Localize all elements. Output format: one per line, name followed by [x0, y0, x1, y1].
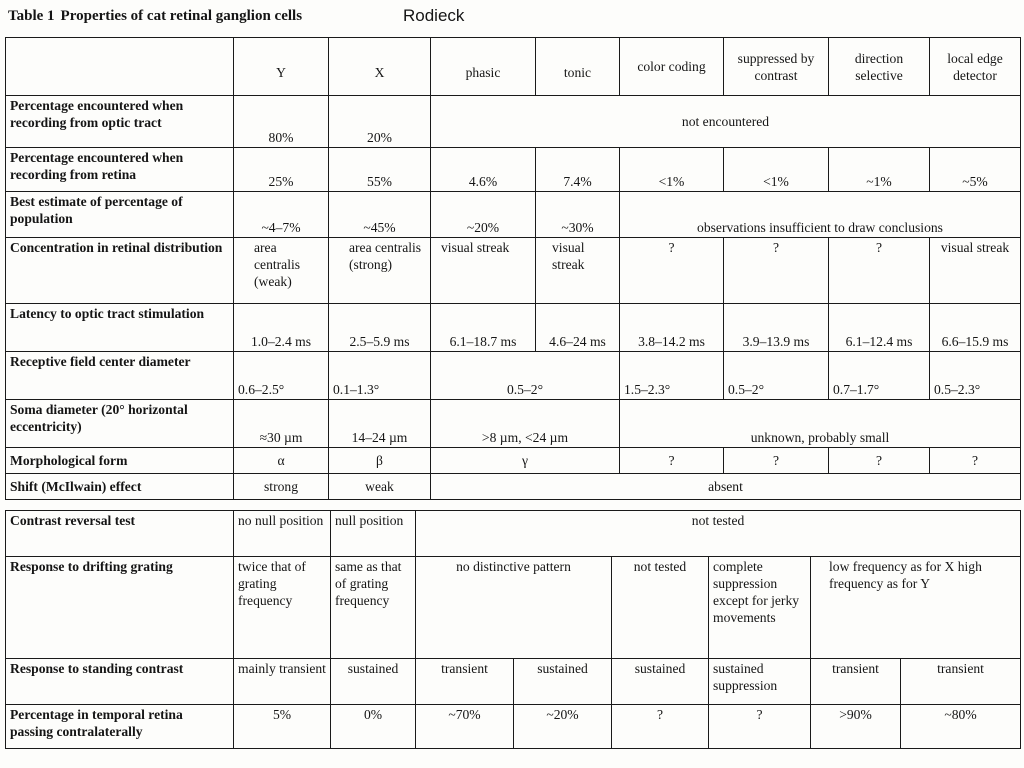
table-cell: >8 µm, <24 µm: [431, 400, 620, 448]
table-cell: 0.1–1.3°: [329, 352, 431, 400]
column-header: phasic: [431, 38, 536, 96]
row-label: Latency to optic tract stimulation: [6, 304, 234, 352]
table-caption: [8, 8, 302, 25]
column-header: color coding: [620, 38, 724, 96]
table-cell: ?: [724, 448, 829, 474]
table-cell: low frequency as for X high frequency as for Y: [811, 557, 1021, 659]
table-cell: mainly transient: [234, 659, 331, 705]
table-cell: 0.5–2°: [724, 352, 829, 400]
table-cell: complete suppression except for jerky movements: [709, 557, 811, 659]
column-header: direction selective: [829, 38, 930, 96]
table-cell: visual streak: [930, 238, 1021, 304]
table-cell: 80%: [234, 96, 329, 148]
table-row: [6, 192, 1021, 238]
column-header: tonic: [536, 38, 620, 96]
table-cell: <1%: [620, 148, 724, 192]
table-cell: 2.5–5.9 ms: [329, 304, 431, 352]
table-cell: ?: [620, 448, 724, 474]
table-row: [6, 474, 1021, 500]
table-cell: ?: [829, 448, 930, 474]
table-cell: 0.7–1.7°: [829, 352, 930, 400]
table-cell: weak: [329, 474, 431, 500]
table-cell: absent: [431, 474, 1021, 500]
table-cell: ?: [709, 705, 811, 749]
column-header: X: [329, 38, 431, 96]
table-cell: ~4–7%: [234, 192, 329, 238]
table-cell: not encountered: [431, 96, 1021, 148]
table-cell: ~30%: [536, 192, 620, 238]
row-label: Best estimate of percentage of population: [6, 192, 234, 238]
table-cell: ~20%: [514, 705, 612, 749]
table-cell: sustained: [514, 659, 612, 705]
column-header: local edge detector: [930, 38, 1021, 96]
table-cell: ~45%: [329, 192, 431, 238]
table-cell: transient: [811, 659, 901, 705]
table-cell: not tested: [612, 557, 709, 659]
table-cell: 1.5–2.3°: [620, 352, 724, 400]
table-cell: ~5%: [930, 148, 1021, 192]
table-row: [6, 659, 1021, 705]
table-cell: visual streak: [536, 238, 620, 304]
table-cell: 0.5–2.3°: [930, 352, 1021, 400]
table-cell: 1.0–2.4 ms: [234, 304, 329, 352]
column-header: suppressed by contrast: [724, 38, 829, 96]
table-number: Table 1: [8, 8, 55, 24]
column-header-row: [6, 38, 1021, 96]
table-cell: sustained: [612, 659, 709, 705]
table-row: [6, 238, 1021, 304]
row-label: Percentage encountered when recording from optic tract: [6, 96, 234, 148]
row-label: Contrast reversal test: [6, 511, 234, 557]
table-cell: ~80%: [901, 705, 1021, 749]
table-cell: null position: [331, 511, 416, 557]
table-row: [6, 557, 1021, 659]
table-cell: ?: [612, 705, 709, 749]
table-cell: observations insufficient to draw conclusions: [620, 192, 1021, 238]
table-cell: ?: [930, 448, 1021, 474]
table-cell: 25%: [234, 148, 329, 192]
table-cell: 0%: [331, 705, 416, 749]
table-row: [6, 705, 1021, 749]
table-row: [6, 400, 1021, 448]
table-cell: ?: [724, 238, 829, 304]
table-cell: α: [234, 448, 329, 474]
table-row: [6, 148, 1021, 192]
row-label: Receptive field center diameter: [6, 352, 234, 400]
table-cell: γ: [431, 448, 620, 474]
table-cell: no null position: [234, 511, 331, 557]
table-cell: 6.1–18.7 ms: [431, 304, 536, 352]
table-cell: <1%: [724, 148, 829, 192]
row-label: Percentage in temporal retina passing contralaterally: [6, 705, 234, 749]
table-cell: 3.8–14.2 ms: [620, 304, 724, 352]
row-label: Soma diameter (20° horizontal eccentricity): [6, 400, 234, 448]
table-row: [6, 511, 1021, 557]
table-cell: ?: [620, 238, 724, 304]
table-cell: same as that of grating frequency: [331, 557, 416, 659]
table-cell: twice that of grating frequency: [234, 557, 331, 659]
table-cell: β: [329, 448, 431, 474]
table-cell: 6.6–15.9 ms: [930, 304, 1021, 352]
row-label: Concentration in retinal distribution: [6, 238, 234, 304]
table-cell: transient: [901, 659, 1021, 705]
table-cell: 0.6–2.5°: [234, 352, 329, 400]
table-cell: 55%: [329, 148, 431, 192]
corner-cell: [6, 38, 234, 96]
table-cell: 0.5–2°: [431, 352, 620, 400]
table-cell: ≈30 µm: [234, 400, 329, 448]
table-cell: 4.6–24 ms: [536, 304, 620, 352]
table-cell: no distinctive pattern: [416, 557, 612, 659]
response-table: [5, 510, 1021, 749]
table-row: [6, 304, 1021, 352]
table-cell: 6.1–12.4 ms: [829, 304, 930, 352]
table-cell: transient: [416, 659, 514, 705]
table-cell: 4.6%: [431, 148, 536, 192]
table-cell: 5%: [234, 705, 331, 749]
table-cell: ~20%: [431, 192, 536, 238]
row-label: Response to drifting grating: [6, 557, 234, 659]
table-cell: 3.9–13.9 ms: [724, 304, 829, 352]
row-label: Morphological form: [6, 448, 234, 474]
table-cell: visual streak: [431, 238, 536, 304]
table-title: Properties of cat retinal ganglion cells: [60, 8, 303, 24]
table-cell: 14–24 µm: [329, 400, 431, 448]
table-row: [6, 96, 1021, 148]
row-label: Response to standing contrast: [6, 659, 234, 705]
table-row: [6, 352, 1021, 400]
table-cell: area centralis (strong): [329, 238, 431, 304]
table-cell: ?: [829, 238, 930, 304]
table-cell: 20%: [329, 96, 431, 148]
row-label: Shift (McIlwain) effect: [6, 474, 234, 500]
table-cell: area centralis (weak): [234, 238, 329, 304]
table-cell: unknown, probably small: [620, 400, 1021, 448]
column-header: Y: [234, 38, 329, 96]
table-cell: ~70%: [416, 705, 514, 749]
table-cell: sustained: [331, 659, 416, 705]
table-row: [6, 448, 1021, 474]
table-cell: not tested: [416, 511, 1021, 557]
table-cell: 7.4%: [536, 148, 620, 192]
table-cell: >90%: [811, 705, 901, 749]
table-cell: ~1%: [829, 148, 930, 192]
table-cell: strong: [234, 474, 329, 500]
row-label: Percentage encountered when recording from retina: [6, 148, 234, 192]
author-annotation: Rodieck: [403, 6, 465, 25]
table-cell: sustained suppression: [709, 659, 811, 705]
properties-table: [5, 37, 1021, 500]
